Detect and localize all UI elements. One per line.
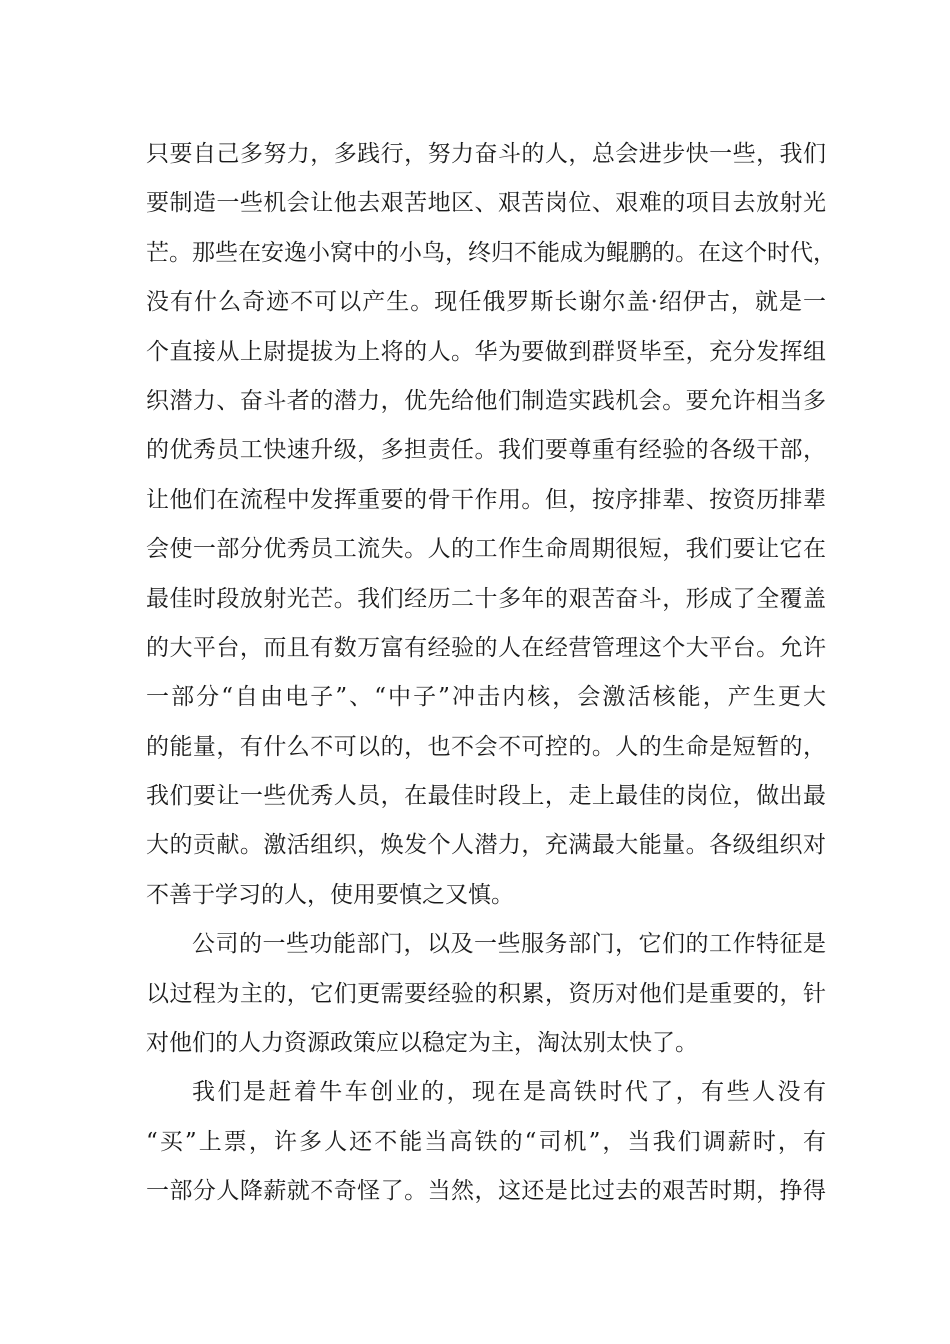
text-line-content: 织潜力、奋斗者的潜力，优先给他们制造实践机会。要允许相当多 <box>146 387 826 414</box>
text-line <box>146 772 826 821</box>
text-line <box>146 525 826 574</box>
text-line <box>146 1019 826 1068</box>
text-line-content: 最佳时段放射光芒。我们经历二十多年的艰苦奋斗，形成了全覆盖 <box>146 585 826 612</box>
text-line-content: 的优秀员工快速升级，多担责任。我们要尊重有经验的各级干部， <box>146 437 826 464</box>
text-line-content: “买”上票，许多人还不能当高铁的“司机”，当我们调薪时，有 <box>146 1128 826 1155</box>
text-line <box>146 920 826 969</box>
text-line-content: 对他们的人力资源政策应以稳定为主，淘汰别太快了。 <box>146 1030 698 1057</box>
text-line-content: 一部分人降薪就不奇怪了。当然，这还是比过去的艰苦时期，挣得 <box>146 1178 826 1205</box>
text-line-content: 的大平台，而且有数万富有经验的人在经营管理这个大平台。允许 <box>146 634 826 661</box>
text-line <box>146 624 826 673</box>
text-line-content: 会使一部分优秀员工流失。人的工作生命周期很短，我们要让它在 <box>146 536 826 563</box>
text-line-content: 没有什么奇迹不可以产生。现任俄罗斯长谢尔盖·绍伊古，就是一 <box>146 289 826 316</box>
body-text <box>146 130 836 1217</box>
text-line-content: 以过程为主的，它们更需要经验的积累，资历对他们是重要的，针 <box>146 980 826 1007</box>
text-line-content: 不善于学习的人，使用要慎之又慎。 <box>146 881 514 908</box>
text-line-content: 个直接从上尉提拔为上将的人。华为要做到群贤毕至，充分发挥组 <box>146 338 826 365</box>
text-line <box>146 229 836 278</box>
text-line-content: 的能量，有什么不可以的，也不会不可控的。人的生命是短暂的， <box>146 733 826 760</box>
text-line <box>146 723 826 772</box>
text-line-content: 让他们在流程中发挥重要的骨干作用。但，按序排辈、按资历排辈 <box>146 486 826 513</box>
text-line <box>146 476 826 525</box>
text-line-content: 我们是赶着牛车创业的，现在是高铁时代了，有些人没有 <box>192 1079 826 1106</box>
text-line <box>146 179 826 228</box>
text-line-content: 大的贡献。激活组织，焕发个人潜力，充满最大能量。各级组织对 <box>146 832 826 859</box>
text-line-content: 芒。那些在安逸小窝中的小鸟，终归不能成为鲲鹏的。在这个时代， <box>146 239 836 266</box>
text-line-content: 要制造一些机会让他去艰苦地区、艰苦岗位、艰难的项目去放射光 <box>146 190 826 217</box>
text-line <box>146 1068 826 1117</box>
text-line <box>146 871 826 920</box>
text-line-content: 一部分“自由电子”、“中子”冲击内核，会激活核能，产生更大 <box>146 684 826 711</box>
text-line <box>146 377 826 426</box>
text-line-content: 公司的一些功能部门，以及一些服务部门，它们的工作特征是 <box>192 931 826 958</box>
text-line <box>146 575 826 624</box>
text-line <box>146 328 826 377</box>
text-line <box>146 278 826 327</box>
text-line <box>146 130 826 179</box>
text-line-content: 我们要让一些优秀人员，在最佳时段上，走上最佳的岗位，做出最 <box>146 783 826 810</box>
text-line <box>146 1167 826 1216</box>
text-line-content: 只要自己多努力，多践行，努力奋斗的人，总会进步快一些，我们 <box>146 141 826 167</box>
text-line <box>146 970 826 1019</box>
text-line <box>146 673 826 722</box>
text-line <box>146 426 826 475</box>
text-line <box>146 821 826 870</box>
text-line <box>146 1118 826 1167</box>
